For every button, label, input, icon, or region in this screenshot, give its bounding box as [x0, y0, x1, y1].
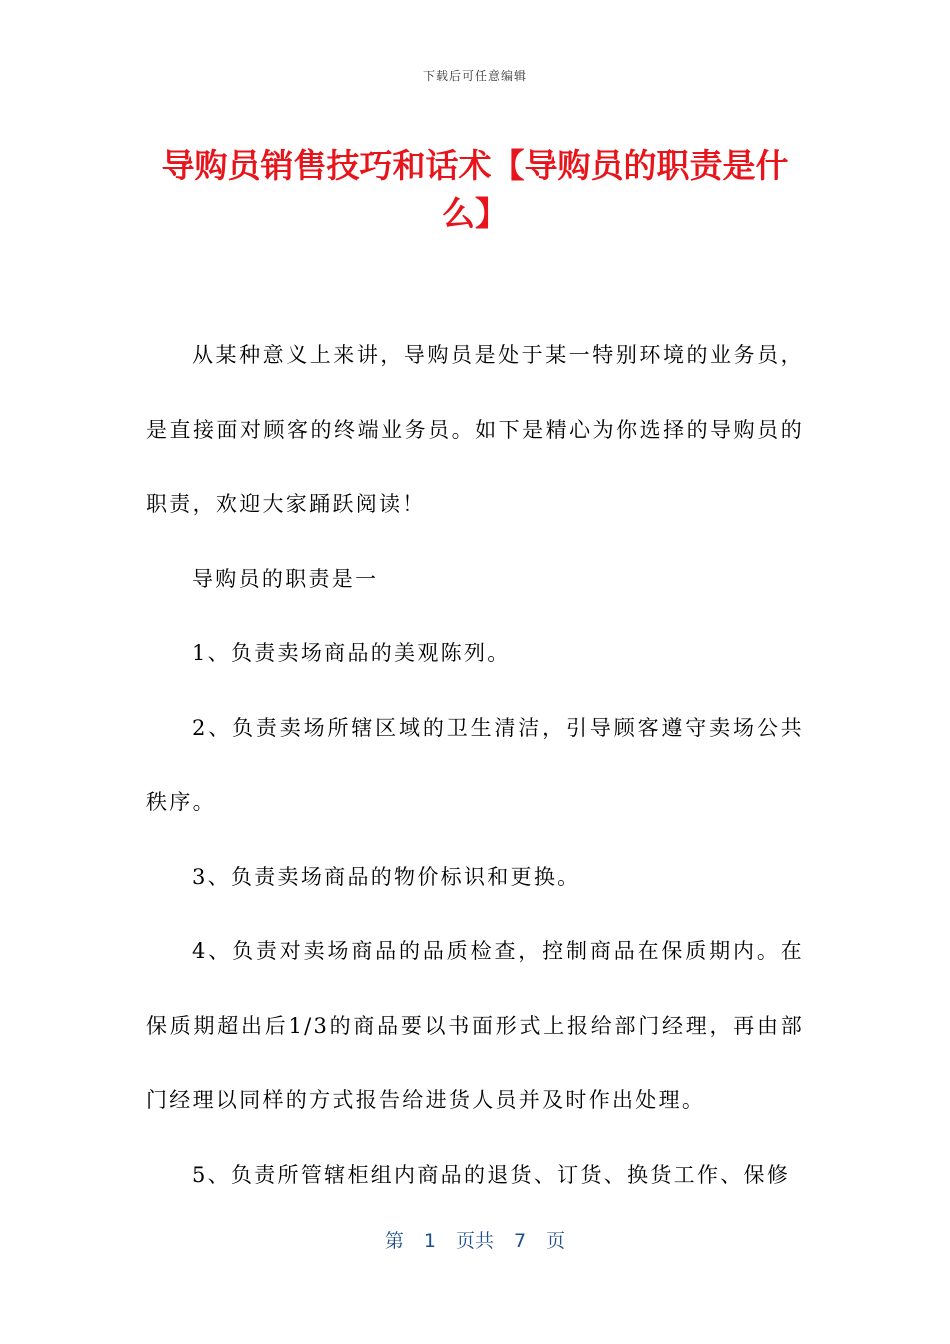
paragraph-intro: 从某种意义上来讲，导购员是处于某一特别环境的业务员，是直接面对顾客的终端业务员。如下是精心为你选择的导购员的职责，欢迎大家踊跃阅读！: [146, 343, 804, 516]
paragraph-item-3: 3、负责卖场商品的物价标识和更换。: [192, 864, 581, 889]
total-pages: 7: [514, 1230, 527, 1252]
page-label-suffix: 页: [546, 1230, 566, 1252]
page-label-prefix: 第: [384, 1230, 404, 1252]
paragraph-heading: 导购员的职责是一: [192, 566, 379, 591]
page-label-mid: 页共: [455, 1230, 494, 1252]
document-body: [146, 318, 804, 1212]
paragraph-item-5: 5、负责所管辖柜组内商品的退货、订货、换货工作、保修: [192, 1162, 791, 1187]
page-number: 1: [423, 1230, 436, 1252]
page-footer: [0, 1226, 950, 1253]
header-note: 下载后可任意编辑: [422, 69, 527, 83]
paragraph-item-4: 4、负责对卖场商品的品质检查，控制商品在保质期内。在保质期超出后1/3的商品要以书面形式上报给部门经理，再由部门经理以同样的方式报告给进货人员并及时作出处理。: [146, 939, 804, 1112]
paragraph-item-1: 1、负责卖场商品的美观陈列。: [192, 641, 511, 665]
document-title: 导购员销售技巧和话术【导购员的职责是什么】: [161, 146, 789, 233]
paragraph-item-2: 2、负责卖场所辖区域的卫生清洁，引导顾客遵守卖场公共秩序。: [146, 715, 804, 814]
